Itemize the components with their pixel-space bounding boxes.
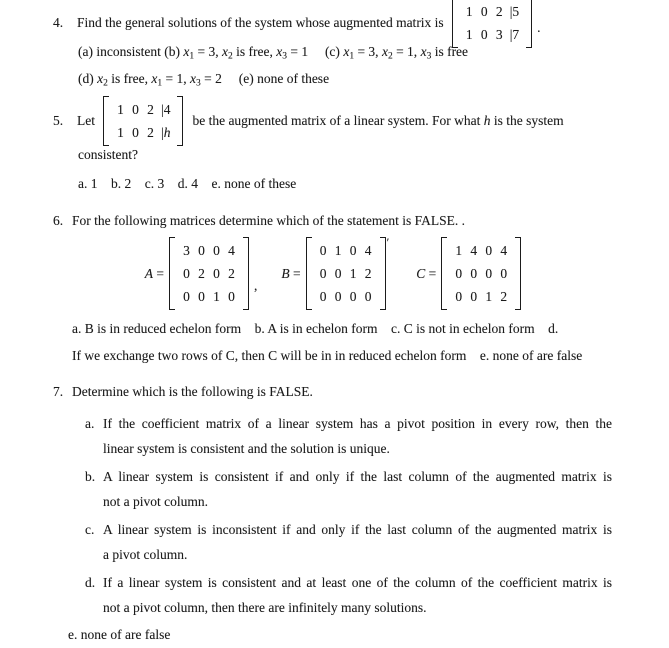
question-6-number: 6. [53, 213, 64, 228]
option-b-text: A linear system is consistent if and only if the last column of the augmented matrix is not a pivot column. [103, 469, 612, 509]
question-7 [0, 381, 669, 646]
question-6-stem [0, 210, 669, 232]
question-6-options-line-1: a. B is in reduced echelon form b. A is in echelon form c. C is not in echelon form d. [72, 321, 559, 336]
option-a-letter: a. [85, 416, 95, 431]
question-7-options [0, 411, 669, 620]
question-7-stem [0, 381, 669, 403]
question-6-matrices [0, 237, 669, 310]
question-6 [0, 210, 669, 369]
question-4-options-line-2: (d) x2 is free, x1 = 1, x3 = 2 (e) none of these [78, 70, 330, 88]
question-5-prompt: be the augmented matrix of a linear system. For what h is the system [192, 113, 564, 128]
question-7-option-a [0, 411, 669, 461]
matrix-A-group [145, 237, 258, 310]
question-7-prompt: Determine which is the following is FALSE. [72, 384, 313, 399]
matrix-A: 3 0 0 4 0 2 0 2 0 0 1 0 [169, 237, 249, 310]
question-4-number: 4. [53, 15, 64, 30]
question-5-augmented-matrix: 1 0 2 |4 1 0 2 |h [103, 96, 183, 146]
option-c-letter: c. [85, 522, 95, 537]
question-6-prompt: For the following matrices determine which of the statement is FALSE. . [72, 213, 466, 228]
option-c-text: A linear system is inconsistent if and only if the last column of the augmented matrix is a pivot column. [103, 522, 612, 562]
question-5 [0, 96, 669, 195]
question-7-option-b [0, 464, 669, 514]
matrix-C-label: C = [416, 265, 437, 281]
question-7-option-c [0, 517, 669, 567]
option-d-letter: d. [85, 575, 96, 590]
question-4 [0, 0, 669, 94]
question-7-option-d [0, 570, 669, 620]
matrix-B-group [281, 237, 392, 310]
question-4-options-line-1: (a) inconsistent (b) x1 = 3, x2 is free, x3 = 1 (c) x1 = 3, x2 = 1, x3 is free [78, 44, 469, 62]
question-7-number: 7. [53, 384, 64, 399]
question-4-augmented-matrix: 1 0 2 |5 1 0 3 |7 [452, 0, 532, 48]
matrix-A-comma: , [253, 278, 258, 293]
matrix-C-group [416, 237, 524, 310]
question-5-continuation: consistent? [78, 147, 138, 162]
matrix-B-transposed: 0 1 0 4 0 0 1 2 0 0 0 0 ′ [306, 237, 390, 310]
option-b-letter: b. [85, 469, 96, 484]
matrix-C: 1 4 0 4 0 0 0 0 0 0 1 2 [441, 237, 521, 310]
question-5-number: 5. [53, 113, 64, 128]
question-4-period: . [537, 20, 541, 35]
option-a-text: If the coefficient matrix of a linear system has a pivot position in every row, then the linear system is consistent and the solution is unique. [103, 416, 612, 456]
question-7-option-e: e. none of are false [68, 627, 171, 642]
matrix-B-label: B = [281, 265, 301, 281]
question-5-lead: Let [77, 113, 95, 128]
question-4-prompt: Find the general solutions of the system whose augmented matrix is [77, 15, 444, 30]
question-6-options-line-2: If we exchange two rows of C, then C will be in in reduced echelon form e. none of are false [72, 348, 583, 363]
question-5-options: a. 1 b. 2 c. 3 d. 4 e. none of these [78, 176, 297, 191]
option-d-text: If a linear system is consistent and at least one of the column of the coefficient matrix is not a pivot column, then there are infinitely many solutions. [103, 575, 612, 615]
matrix-A-label: A = [144, 265, 164, 281]
question-5-stem [0, 96, 669, 146]
